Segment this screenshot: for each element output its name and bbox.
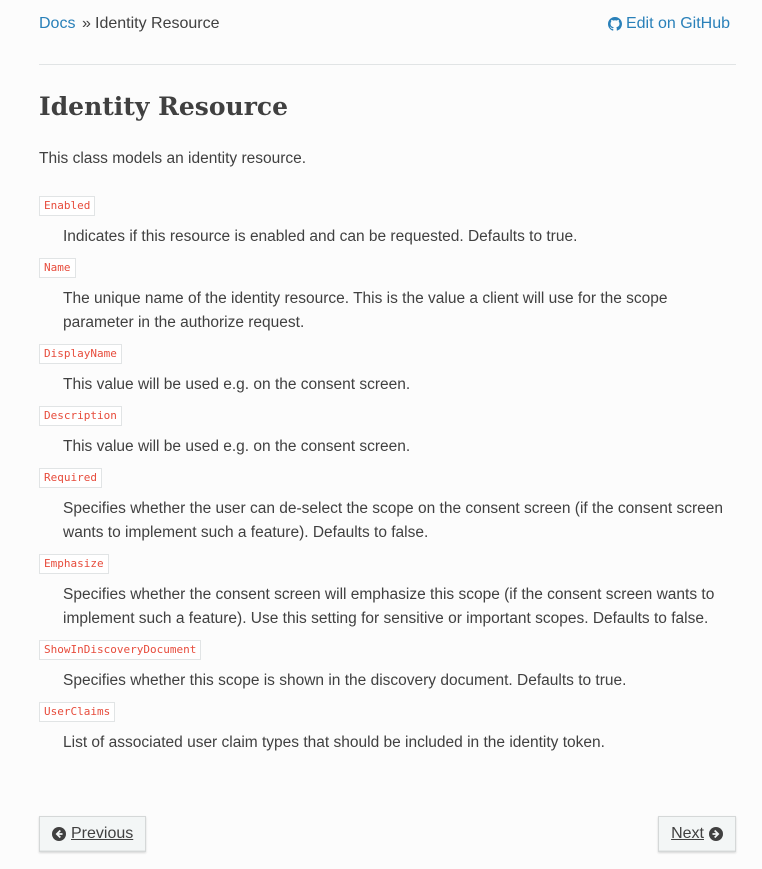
breadcrumb-separator: » bbox=[82, 15, 91, 32]
footer-navigation bbox=[39, 816, 736, 852]
property-description: This value will be used e.g. on the consent screen. bbox=[63, 376, 411, 393]
page-intro: This class models an identity resource. bbox=[39, 150, 307, 167]
circle-arrow-right-icon bbox=[709, 827, 723, 841]
property-description: List of associated user claim types that should be included in the identity token. bbox=[63, 734, 605, 751]
property-item bbox=[39, 196, 736, 249]
property-item bbox=[39, 702, 736, 755]
next-label: Next bbox=[671, 825, 704, 842]
page-title: Identity Resource bbox=[39, 92, 288, 121]
next-button[interactable] bbox=[658, 816, 736, 852]
property-description: Specifies whether this scope is shown in the discovery document. Defaults to true. bbox=[63, 672, 627, 689]
breadcrumb bbox=[39, 0, 736, 65]
page-wrapper bbox=[39, 0, 736, 751]
property-description: The unique name of the identity resource. This is the value a client will use for the scope parameter in the authorize request. bbox=[63, 290, 668, 331]
property-name: UserClaims bbox=[39, 702, 115, 722]
property-description: Indicates if this resource is enabled and can be requested. Defaults to true. bbox=[63, 228, 578, 245]
property-item bbox=[39, 344, 736, 397]
property-name: Name bbox=[39, 258, 76, 278]
circle-arrow-left-icon bbox=[52, 827, 66, 841]
property-name: ShowInDiscoveryDocument bbox=[39, 640, 201, 660]
previous-label: Previous bbox=[71, 825, 134, 842]
github-icon bbox=[608, 17, 622, 31]
property-item bbox=[39, 406, 736, 459]
property-list bbox=[39, 196, 736, 764]
property-description: Specifies whether the user can de-select the scope on the consent screen (if the consent screen wants to implement such a feature). Defaults to false. bbox=[63, 500, 723, 541]
breadcrumb-current: Identity Resource bbox=[95, 15, 220, 32]
property-name: Description bbox=[39, 406, 122, 426]
property-item bbox=[39, 468, 736, 545]
edit-on-github-label: Edit on GitHub bbox=[625, 15, 730, 32]
property-name: Emphasize bbox=[39, 554, 109, 574]
property-item bbox=[39, 640, 736, 693]
previous-button[interactable] bbox=[39, 816, 146, 852]
property-item bbox=[39, 554, 736, 631]
property-name: DisplayName bbox=[39, 344, 122, 364]
property-item bbox=[39, 258, 736, 335]
breadcrumb-docs-link[interactable]: Docs bbox=[39, 15, 76, 32]
edit-on-github-link[interactable] bbox=[608, 15, 730, 33]
property-name: Required bbox=[39, 468, 102, 488]
property-description: Specifies whether the consent screen will emphasize this scope (if the consent screen wants to implement such a feature). Use this setting for sensitive or important scopes. Defaults to false. bbox=[63, 586, 715, 627]
property-description: This value will be used e.g. on the consent screen. bbox=[63, 438, 411, 455]
property-name: Enabled bbox=[39, 196, 95, 216]
